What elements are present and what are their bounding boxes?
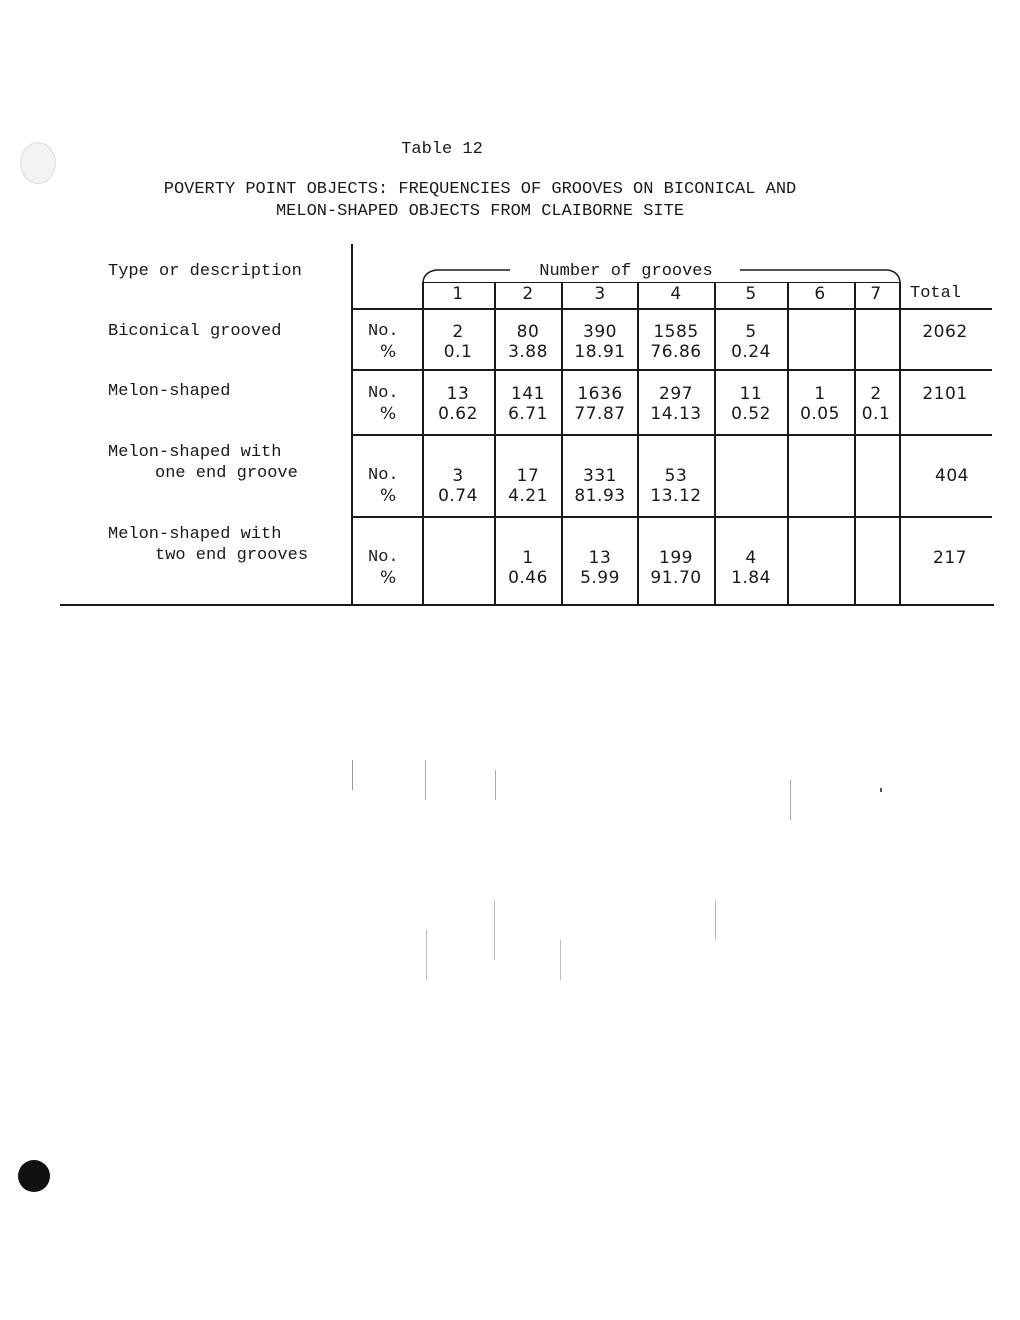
table-subtitle-line1: POVERTY POINT OBJECTS: FREQUENCIES OF GROOVES ON BICONICAL AND xyxy=(163,180,797,199)
header-number-of-grooves: Number of grooves xyxy=(539,262,713,281)
no-label: No. xyxy=(368,384,399,403)
table-title: Table 12 xyxy=(401,140,483,159)
no-label: No. xyxy=(368,322,399,341)
pct-label: % xyxy=(380,568,397,588)
cell-pct: 0.24 xyxy=(731,342,771,362)
groove-header-2: 2 xyxy=(522,284,534,304)
cell-no: 13 xyxy=(446,384,470,404)
cell-no: 390 xyxy=(583,322,617,342)
row-description: Melon-shaped with xyxy=(108,525,282,544)
cell-no: 1 xyxy=(814,384,826,404)
no-label: No. xyxy=(368,548,399,567)
no-label: No. xyxy=(368,466,399,485)
cell-no: 2 xyxy=(870,384,882,404)
cell-no: 11 xyxy=(739,384,763,404)
cell-no: 297 xyxy=(659,384,693,404)
cell-no: 1585 xyxy=(653,322,699,342)
cell-pct: 3.88 xyxy=(508,342,548,362)
groove-header-6: 6 xyxy=(814,284,826,304)
groove-header-3: 3 xyxy=(594,284,606,304)
row-total: 404 xyxy=(935,466,969,486)
groove-header-4: 4 xyxy=(670,284,682,304)
cell-no: 13 xyxy=(588,548,612,568)
pct-label: % xyxy=(380,404,397,424)
row-description-cont: two end grooves xyxy=(155,546,309,565)
cell-no: 199 xyxy=(659,548,693,568)
cell-pct: 76.86 xyxy=(650,342,702,362)
groove-header-1: 1 xyxy=(452,284,464,304)
cell-pct: 0.1 xyxy=(861,404,891,424)
cell-no: 331 xyxy=(583,466,617,486)
header-span-brace xyxy=(0,0,1020,300)
cell-no: 80 xyxy=(516,322,540,342)
cell-pct: 81.93 xyxy=(574,486,626,506)
cell-pct: 4.21 xyxy=(508,486,548,506)
cell-no: 2 xyxy=(452,322,464,342)
cell-no: 1636 xyxy=(577,384,623,404)
cell-pct: 0.46 xyxy=(508,568,548,588)
cell-pct: 0.74 xyxy=(438,486,478,506)
cell-pct: 5.99 xyxy=(580,568,620,588)
cell-pct: 1.84 xyxy=(731,568,771,588)
cell-no: 141 xyxy=(511,384,545,404)
punch-hole-bottom xyxy=(18,1160,50,1192)
header-type-description: Type or description xyxy=(108,262,302,281)
table-subtitle-line2: MELON-SHAPED OBJECTS FROM CLAIBORNE SITE xyxy=(275,202,685,221)
cell-pct: 0.05 xyxy=(800,404,840,424)
row-total: 2062 xyxy=(922,322,968,342)
cell-pct: 0.52 xyxy=(731,404,771,424)
header-total: Total xyxy=(910,284,962,303)
cell-no: 5 xyxy=(745,322,757,342)
cell-pct: 18.91 xyxy=(574,342,626,362)
cell-pct: 91.70 xyxy=(650,568,702,588)
row-description: Melon-shaped with xyxy=(108,443,282,462)
cell-pct: 6.71 xyxy=(508,404,548,424)
row-total: 217 xyxy=(933,548,967,568)
row-description: Biconical grooved xyxy=(108,322,282,341)
cell-no: 4 xyxy=(745,548,757,568)
cell-pct: 0.1 xyxy=(443,342,473,362)
cell-no: 1 xyxy=(522,548,534,568)
cell-pct: 77.87 xyxy=(574,404,626,424)
cell-no: 53 xyxy=(664,466,688,486)
cell-no: 17 xyxy=(516,466,540,486)
cell-pct: 13.12 xyxy=(650,486,702,506)
cell-pct: 0.62 xyxy=(438,404,478,424)
groove-header-7: 7 xyxy=(870,284,882,304)
pct-label: % xyxy=(380,486,397,506)
pct-label: % xyxy=(380,342,397,362)
row-description: Melon-shaped xyxy=(108,382,231,401)
row-total: 2101 xyxy=(922,384,968,404)
groove-header-5: 5 xyxy=(745,284,757,304)
row-description-cont: one end groove xyxy=(155,464,298,483)
cell-pct: 14.13 xyxy=(650,404,702,424)
cell-no: 3 xyxy=(452,466,464,486)
